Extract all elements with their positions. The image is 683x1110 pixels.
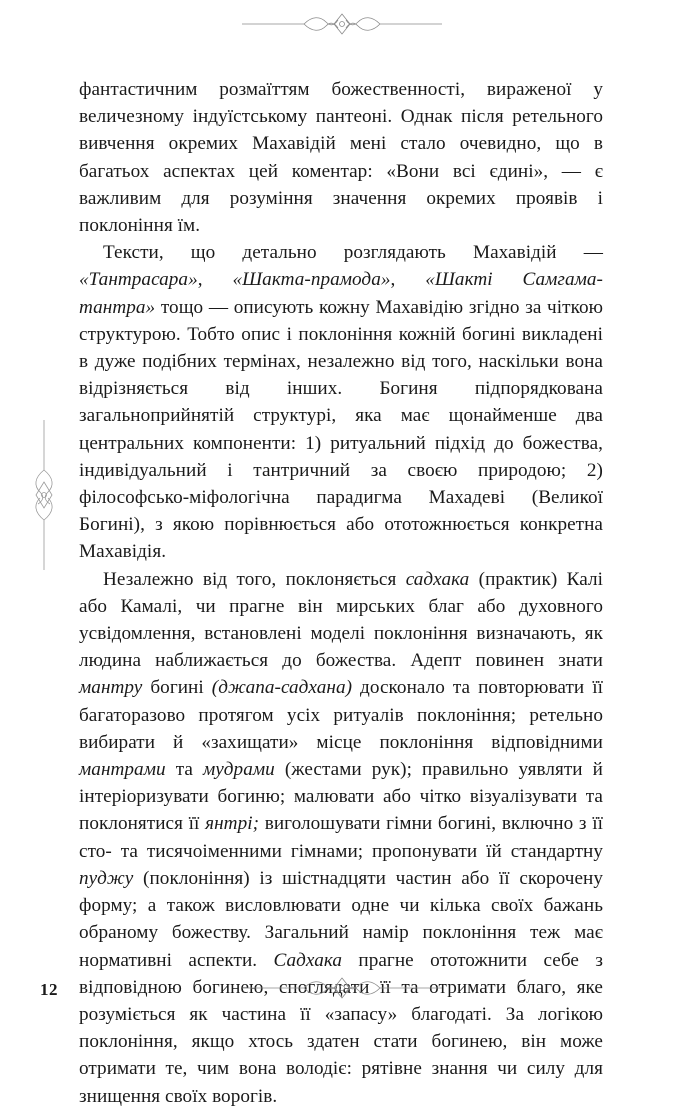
main-text — [79, 76, 603, 1110]
text-run: виголошувати гімни богині, включно з її сто- та тисячоіменними гімнами; пропонувати їй стандартну — [79, 813, 603, 862]
italic-term: мантру — [79, 677, 143, 699]
italic-term: «Шакті Самгама-тантра» — [79, 269, 603, 318]
text-run: тощо — описують кожну Махавідію згідно за чіткою структурою. Тобто опис і поклоніння кожній богині викладені в дуже подібних термінах, незалежно від того, наскільки вона відрізняється від інших. Богиня підпорядкована загальноприйнятій структурі, яка має щонайменше два центральних компоненти: 1) ритуальний підхід до божества, індивідуальний і тантричний за своєю природою; 2) філософсько-міфологічна парадигма Махадеві (Великої Богині), з якою порівнюється або ототожнюється конкретна Махавідія. — [79, 296, 603, 563]
top-ornament — [242, 12, 442, 36]
italic-term: мантрами — [79, 759, 166, 781]
italic-term: янтрі; — [205, 813, 260, 835]
text-run: богині — [142, 677, 212, 699]
text-run: (поклоніння) із шістнадцяти частин або її скорочену форму; а також висловлювати одне чи кілька своїх бажань обраному божеству. Загальний намір поклоніння теж має нормативні аспекти. — [79, 867, 603, 971]
text-run: фантастичним розмаїттям божественності, вираженої у величезному індуїстському пантеоні. Однак після ретельного вивчення окремих Махавідій мені стало очевидно, що в багатьох аспектах цей коментар: «Вони всі єдині», — є важливим для розуміння значення окремих проявів і поклоніння їм. — [79, 79, 603, 237]
text-run: (практик) Калі або Камалі, чи прагне він мирських благ або духовного усвідомлення, встановлені моделі поклоніння визначають, як людина наближається до божества. Адепт повинен знати — [79, 568, 603, 672]
paragraph-2 — [79, 239, 603, 565]
italic-term: мудрами — [203, 759, 275, 781]
text-run: , — [197, 269, 233, 291]
italic-term: «Шакта-прамода» — [232, 269, 391, 291]
text-run: прагне ототожнити себе з відповідною богинею, споглядати її та отримати благо, яке розуміється як частина її «запасу» благодаті. За логікою поклоніння, якщо хтось здатен стати богинею, він може отримати те, чим вона володіє: рятівне знання чи силу для знищення своїх ворогів. — [79, 949, 603, 1107]
text-run: (жестами рук); правильно уявляти й інтеріоризувати богиню; малювати або чітко візуалізувати та поклонятися її — [79, 759, 603, 835]
paragraph-1 — [79, 76, 603, 239]
text-run: , — [390, 269, 426, 291]
text-run: Незалежно від того, поклоняється — [103, 568, 406, 590]
text-run: Тексти, що детально розглядають Махавідій — — [103, 242, 603, 264]
bottom-ornament — [242, 976, 442, 1000]
side-ornament — [24, 420, 64, 570]
page-number: 12 — [40, 980, 58, 999]
italic-term: пуджу — [79, 867, 134, 889]
text-run: досконало та повторювати її багаторазово протягом усіх ритуалів поклоніння; ретельно вибирати й «захищати» місце поклоніння відповідними — [79, 677, 603, 753]
paragraph-3 — [79, 566, 603, 1110]
italic-term: (джапа-садхана) — [211, 677, 353, 699]
italic-term: садхака — [405, 568, 470, 590]
text-run: та — [165, 759, 203, 781]
italic-term: Садхака — [273, 949, 343, 971]
italic-term: «Тантрасара» — [79, 269, 198, 291]
